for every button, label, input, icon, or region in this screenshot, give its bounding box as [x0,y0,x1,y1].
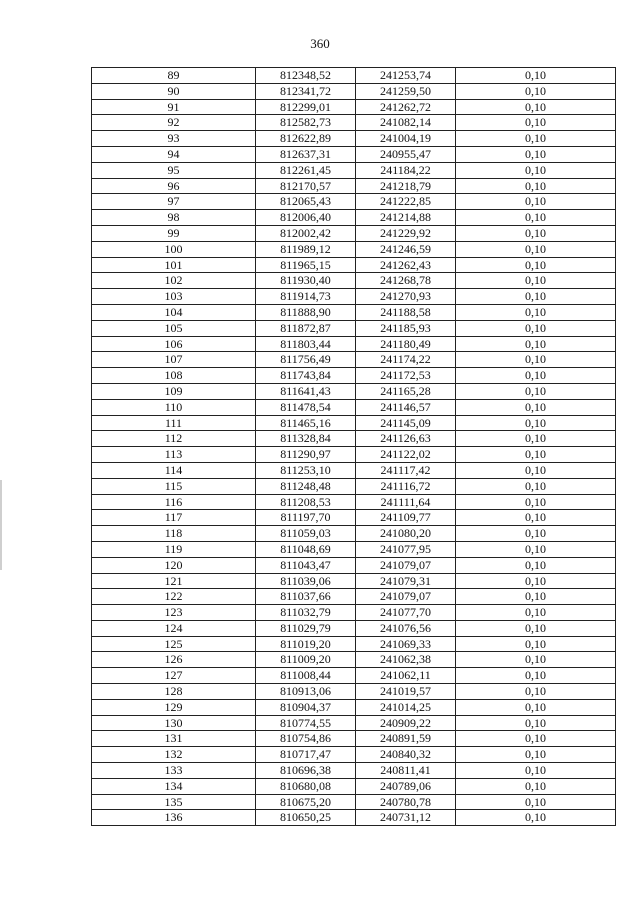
table-row [92,225,616,241]
y-coordinate-cell: 240789,06 [356,778,456,794]
point-number-cell: 123 [92,605,256,621]
table-row [92,399,616,415]
table-row [92,368,616,384]
page-number: 360 [310,36,330,51]
error-value-cell: 0,10 [456,526,616,542]
x-coordinate-cell: 811208,53 [256,494,356,510]
y-coordinate-cell: 241270,93 [356,289,456,305]
error-value-cell: 0,10 [456,589,616,605]
point-number-cell: 124 [92,620,256,636]
error-value-cell: 0,10 [456,115,616,131]
table-row [92,715,616,731]
point-number-cell: 131 [92,731,256,747]
x-coordinate-cell: 810904,37 [256,699,356,715]
error-value-cell: 0,10 [456,620,616,636]
x-coordinate-cell: 811465,16 [256,415,356,431]
error-value-cell: 0,10 [456,431,616,447]
y-coordinate-cell: 240731,12 [356,810,456,826]
point-number-cell: 98 [92,210,256,226]
table-row [92,636,616,652]
y-coordinate-cell: 241172,53 [356,368,456,384]
point-number-cell: 91 [92,99,256,115]
x-coordinate-cell: 812006,40 [256,210,356,226]
error-value-cell: 0,10 [456,304,616,320]
x-coordinate-cell: 811914,73 [256,289,356,305]
error-value-cell: 0,10 [456,178,616,194]
error-value-cell: 0,10 [456,573,616,589]
table-row [92,589,616,605]
table-row [92,115,616,131]
y-coordinate-cell: 241214,88 [356,210,456,226]
error-value-cell: 0,10 [456,699,616,715]
x-coordinate-cell: 811029,79 [256,620,356,636]
table-row [92,794,616,810]
error-value-cell: 0,10 [456,447,616,463]
point-number-cell: 135 [92,794,256,810]
y-coordinate-cell: 241062,38 [356,652,456,668]
y-coordinate-cell: 241079,31 [356,573,456,589]
error-value-cell: 0,10 [456,352,616,368]
x-coordinate-cell: 812341,72 [256,83,356,99]
point-number-cell: 102 [92,273,256,289]
x-coordinate-cell: 811008,44 [256,668,356,684]
y-coordinate-cell: 241080,20 [356,526,456,542]
x-coordinate-cell: 811032,79 [256,605,356,621]
y-coordinate-cell: 241262,72 [356,99,456,115]
point-number-cell: 125 [92,636,256,652]
error-value-cell: 0,10 [456,415,616,431]
error-value-cell: 0,10 [456,241,616,257]
point-number-cell: 92 [92,115,256,131]
x-coordinate-cell: 811039,06 [256,573,356,589]
x-coordinate-cell: 811756,49 [256,352,356,368]
point-number-cell: 89 [92,68,256,84]
x-coordinate-cell: 812002,42 [256,225,356,241]
x-coordinate-cell: 810680,08 [256,778,356,794]
error-value-cell: 0,10 [456,462,616,478]
y-coordinate-cell: 240780,78 [356,794,456,810]
table-row [92,447,616,463]
error-value-cell: 0,10 [456,763,616,779]
y-coordinate-cell: 241174,22 [356,352,456,368]
y-coordinate-cell: 241180,49 [356,336,456,352]
x-coordinate-cell: 811328,84 [256,431,356,447]
x-coordinate-cell: 810696,38 [256,763,356,779]
error-value-cell: 0,10 [456,194,616,210]
point-number-cell: 101 [92,257,256,273]
table-row [92,83,616,99]
table-body [92,68,616,826]
y-coordinate-cell: 241079,07 [356,589,456,605]
error-value-cell: 0,10 [456,541,616,557]
point-number-cell: 111 [92,415,256,431]
table-row [92,146,616,162]
table-row [92,431,616,447]
error-value-cell: 0,10 [456,320,616,336]
error-value-cell: 0,10 [456,162,616,178]
point-number-cell: 132 [92,747,256,763]
y-coordinate-cell: 241184,22 [356,162,456,178]
point-number-cell: 100 [92,241,256,257]
point-number-cell: 129 [92,699,256,715]
point-number-cell: 94 [92,146,256,162]
table-row [92,541,616,557]
x-coordinate-cell: 811019,20 [256,636,356,652]
x-coordinate-cell: 811803,44 [256,336,356,352]
x-coordinate-cell: 811248,48 [256,478,356,494]
x-coordinate-cell: 812065,43 [256,194,356,210]
table-row [92,620,616,636]
error-value-cell: 0,10 [456,273,616,289]
point-number-cell: 107 [92,352,256,368]
table-row [92,194,616,210]
y-coordinate-cell: 241218,79 [356,178,456,194]
y-coordinate-cell: 241262,43 [356,257,456,273]
table-row [92,747,616,763]
y-coordinate-cell: 241111,64 [356,494,456,510]
table-row [92,336,616,352]
error-value-cell: 0,10 [456,225,616,241]
error-value-cell: 0,10 [456,810,616,826]
error-value-cell: 0,10 [456,336,616,352]
error-value-cell: 0,10 [456,399,616,415]
x-coordinate-cell: 811043,47 [256,557,356,573]
y-coordinate-cell: 241185,93 [356,320,456,336]
x-coordinate-cell: 811930,40 [256,273,356,289]
y-coordinate-cell: 241229,92 [356,225,456,241]
table-row [92,178,616,194]
y-coordinate-cell: 241188,58 [356,304,456,320]
error-value-cell: 0,10 [456,715,616,731]
error-value-cell: 0,10 [456,510,616,526]
x-coordinate-cell: 812299,01 [256,99,356,115]
error-value-cell: 0,10 [456,778,616,794]
point-number-cell: 99 [92,225,256,241]
table-row [92,462,616,478]
y-coordinate-cell: 241165,28 [356,383,456,399]
error-value-cell: 0,10 [456,68,616,84]
error-value-cell: 0,10 [456,605,616,621]
x-coordinate-cell: 811743,84 [256,368,356,384]
table-row [92,557,616,573]
point-number-cell: 95 [92,162,256,178]
x-coordinate-cell: 810913,06 [256,684,356,700]
table-row [92,605,616,621]
y-coordinate-cell: 241222,85 [356,194,456,210]
x-coordinate-cell: 810650,25 [256,810,356,826]
y-coordinate-cell: 241077,70 [356,605,456,621]
table-row [92,494,616,510]
y-coordinate-cell: 241145,09 [356,415,456,431]
point-number-cell: 109 [92,383,256,399]
y-coordinate-cell: 241126,63 [356,431,456,447]
table-row [92,304,616,320]
x-coordinate-cell: 810754,86 [256,731,356,747]
error-value-cell: 0,10 [456,636,616,652]
table-row [92,289,616,305]
point-number-cell: 118 [92,526,256,542]
point-number-cell: 126 [92,652,256,668]
y-coordinate-cell: 241019,57 [356,684,456,700]
point-number-cell: 128 [92,684,256,700]
error-value-cell: 0,10 [456,99,616,115]
y-coordinate-cell: 241268,78 [356,273,456,289]
coordinates-table [91,67,616,826]
y-coordinate-cell: 240909,22 [356,715,456,731]
table-row [92,684,616,700]
y-coordinate-cell: 241004,19 [356,131,456,147]
point-number-cell: 104 [92,304,256,320]
table-row [92,68,616,84]
error-value-cell: 0,10 [456,131,616,147]
x-coordinate-cell: 811989,12 [256,241,356,257]
y-coordinate-cell: 241079,07 [356,557,456,573]
point-number-cell: 119 [92,541,256,557]
error-value-cell: 0,10 [456,652,616,668]
y-coordinate-cell: 240955,47 [356,146,456,162]
table-row [92,99,616,115]
x-coordinate-cell: 810717,47 [256,747,356,763]
y-coordinate-cell: 241116,72 [356,478,456,494]
table-row [92,415,616,431]
y-coordinate-cell: 241253,74 [356,68,456,84]
x-coordinate-cell: 811009,20 [256,652,356,668]
point-number-cell: 110 [92,399,256,415]
table-row [92,352,616,368]
table-row [92,652,616,668]
x-coordinate-cell: 812637,31 [256,146,356,162]
table-row [92,320,616,336]
error-value-cell: 0,10 [456,368,616,384]
table-row [92,810,616,826]
x-coordinate-cell: 810774,55 [256,715,356,731]
point-number-cell: 116 [92,494,256,510]
y-coordinate-cell: 241122,02 [356,447,456,463]
x-coordinate-cell: 811253,10 [256,462,356,478]
x-coordinate-cell: 811872,87 [256,320,356,336]
error-value-cell: 0,10 [456,494,616,510]
table-row [92,257,616,273]
point-number-cell: 97 [92,194,256,210]
y-coordinate-cell: 240811,41 [356,763,456,779]
y-coordinate-cell: 241109,77 [356,510,456,526]
error-value-cell: 0,10 [456,478,616,494]
y-coordinate-cell: 241246,59 [356,241,456,257]
y-coordinate-cell: 241077,95 [356,541,456,557]
table-row [92,699,616,715]
error-value-cell: 0,10 [456,383,616,399]
table-row [92,131,616,147]
point-number-cell: 106 [92,336,256,352]
point-number-cell: 114 [92,462,256,478]
y-coordinate-cell: 241014,25 [356,699,456,715]
point-number-cell: 130 [92,715,256,731]
point-number-cell: 113 [92,447,256,463]
point-number-cell: 90 [92,83,256,99]
x-coordinate-cell: 811037,66 [256,589,356,605]
point-number-cell: 122 [92,589,256,605]
table-row [92,510,616,526]
x-coordinate-cell: 812170,57 [256,178,356,194]
error-value-cell: 0,10 [456,731,616,747]
table-row [92,210,616,226]
point-number-cell: 108 [92,368,256,384]
y-coordinate-cell: 241069,33 [356,636,456,652]
point-number-cell: 127 [92,668,256,684]
y-coordinate-cell: 241146,57 [356,399,456,415]
point-number-cell: 133 [92,763,256,779]
point-number-cell: 121 [92,573,256,589]
point-number-cell: 103 [92,289,256,305]
x-coordinate-cell: 811478,54 [256,399,356,415]
error-value-cell: 0,10 [456,210,616,226]
table-row [92,241,616,257]
x-coordinate-cell: 811888,90 [256,304,356,320]
table-row [92,383,616,399]
table-row [92,526,616,542]
x-coordinate-cell: 812261,45 [256,162,356,178]
error-value-cell: 0,10 [456,684,616,700]
error-value-cell: 0,10 [456,557,616,573]
table-row [92,478,616,494]
error-value-cell: 0,10 [456,257,616,273]
x-coordinate-cell: 811290,97 [256,447,356,463]
point-number-cell: 96 [92,178,256,194]
error-value-cell: 0,10 [456,668,616,684]
x-coordinate-cell: 811059,03 [256,526,356,542]
error-value-cell: 0,10 [456,289,616,305]
table-row [92,162,616,178]
y-coordinate-cell: 240891,59 [356,731,456,747]
scan-edge-mark [0,480,2,570]
x-coordinate-cell: 811641,43 [256,383,356,399]
x-coordinate-cell: 811965,15 [256,257,356,273]
y-coordinate-cell: 240840,32 [356,747,456,763]
coordinates-table-container [91,67,616,826]
table-row [92,778,616,794]
point-number-cell: 93 [92,131,256,147]
x-coordinate-cell: 812622,89 [256,131,356,147]
x-coordinate-cell: 811197,70 [256,510,356,526]
x-coordinate-cell: 810675,20 [256,794,356,810]
y-coordinate-cell: 241259,50 [356,83,456,99]
x-coordinate-cell: 812582,73 [256,115,356,131]
point-number-cell: 134 [92,778,256,794]
point-number-cell: 105 [92,320,256,336]
table-row [92,731,616,747]
y-coordinate-cell: 241062,11 [356,668,456,684]
error-value-cell: 0,10 [456,83,616,99]
x-coordinate-cell: 812348,52 [256,68,356,84]
y-coordinate-cell: 241117,42 [356,462,456,478]
table-row [92,668,616,684]
table-row [92,763,616,779]
point-number-cell: 115 [92,478,256,494]
error-value-cell: 0,10 [456,794,616,810]
point-number-cell: 136 [92,810,256,826]
table-row [92,273,616,289]
error-value-cell: 0,10 [456,146,616,162]
point-number-cell: 112 [92,431,256,447]
point-number-cell: 117 [92,510,256,526]
x-coordinate-cell: 811048,69 [256,541,356,557]
table-row [92,573,616,589]
point-number-cell: 120 [92,557,256,573]
y-coordinate-cell: 241076,56 [356,620,456,636]
y-coordinate-cell: 241082,14 [356,115,456,131]
error-value-cell: 0,10 [456,747,616,763]
